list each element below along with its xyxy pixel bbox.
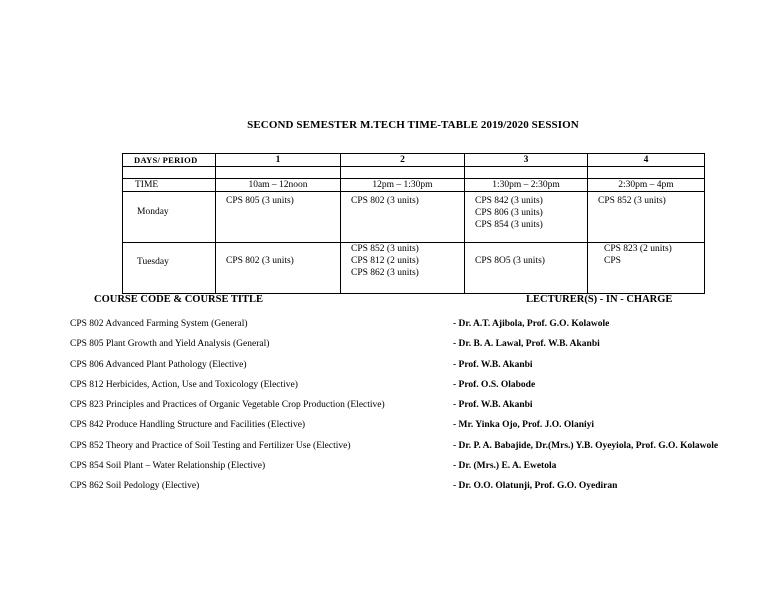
courses-heading: COURSE CODE & COURSE TITLE <box>94 294 264 305</box>
day-tuesday: Tuesday <box>123 243 216 294</box>
course-item: CPS 812 Herbicides, Action, Use and Toxicology (Elective) <box>70 379 298 390</box>
lecturers-heading: LECTURER(S) - IN - CHARGE <box>526 294 673 305</box>
lecturer-item: - Dr. A.T. Ajibola, Prof. G.O. Kolawole <box>453 319 610 329</box>
lecturer-item: - Prof. W.B. Akanbi <box>453 400 533 411</box>
monday-period-3 <box>465 192 588 243</box>
blank-cell <box>341 167 465 179</box>
course-item: CPS 823 Principles and Practices of Organic Vegetable Crop Production (Elective) <box>70 400 385 411</box>
time-period-2: 12pm – 1:30pm <box>341 179 465 192</box>
monday-period-4: CPS 852 (3 units) <box>588 192 705 243</box>
tuesday-row <box>123 243 705 294</box>
course-item: CPS 854 Soil Plant – Water Relationship (Elective) <box>70 461 266 472</box>
lecturer-item: - Prof. O.S. Olabode <box>453 379 536 390</box>
time-period-3: 1:30pm – 2:30pm <box>465 179 588 192</box>
day-monday: Monday <box>123 192 216 243</box>
course-item: CPS 802 Advanced Farming System (General) <box>70 319 248 329</box>
time-label: TIME <box>123 179 216 192</box>
course-item: CPS 806 Advanced Plant Pathology (Elective) <box>70 359 247 370</box>
header-period-2: 2 <box>341 154 465 167</box>
lecturer-item: - Prof. W.B. Akanbi <box>453 359 533 370</box>
lecturer-item: - Dr. O.O. Olatunji, Prof. G.O. Oyediran <box>453 481 618 492</box>
course-entry: CPS 812 (2 units) <box>351 256 419 266</box>
monday-row <box>123 192 705 243</box>
course-entry: CPS 842 (3 units) <box>475 196 543 206</box>
monday-period-2: CPS 802 (3 units) <box>341 192 465 243</box>
page-title: SECOND SEMESTER M.TECH TIME-TABLE 2019/2020 SESSION <box>247 119 579 131</box>
course-entry: CPS 806 (3 units) <box>475 208 543 218</box>
blank-cell <box>123 167 216 179</box>
course-entry: CPS <box>604 256 621 266</box>
course-entry: CPS 862 (3 units) <box>351 268 419 278</box>
header-row <box>123 154 705 167</box>
blank-cell <box>216 167 341 179</box>
tuesday-period-2 <box>341 243 465 294</box>
lecturer-item: - Mr. Yinka Ojo, Prof. J.O. Olaniyi <box>453 420 595 431</box>
tuesday-period-3: CPS 8O5 (3 units) <box>465 243 588 294</box>
course-item: CPS 852 Theory and Practice of Soil Testing and Fertilizer Use (Elective) <box>70 440 351 451</box>
blank-cell <box>588 167 705 179</box>
course-list <box>70 318 385 501</box>
course-item: CPS 805 Plant Growth and Yield Analysis (General) <box>70 339 270 350</box>
lecturer-list <box>453 318 718 501</box>
lecturer-item: - Dr. P. A. Babajide, Dr.(Mrs.) Y.B. Oyeyiola, Prof. G.O. Kolawole <box>453 440 719 451</box>
blank-cell <box>465 167 588 179</box>
header-period-1: 1 <box>216 154 341 167</box>
monday-period-1: CPS 805 (3 units) <box>216 192 341 243</box>
lecturer-item: - Dr. B. A. Lawal, Prof. W.B. Akanbi <box>453 339 600 350</box>
header-period-3: 3 <box>465 154 588 167</box>
header-period-4: 4 <box>588 154 705 167</box>
time-period-1: 10am – 12noon <box>216 179 341 192</box>
course-entry: CPS 852 (3 units) <box>351 244 419 254</box>
tuesday-period-4 <box>588 243 705 294</box>
tuesday-period-1: CPS 802 (3 units) <box>216 243 341 294</box>
course-item: CPS 862 Soil Pedology (Elective) <box>70 481 200 492</box>
timetable <box>122 153 705 294</box>
course-item: CPS 842 Produce Handling Structure and Facilities (Elective) <box>70 420 306 431</box>
time-period-4: 2:30pm – 4pm <box>588 179 705 192</box>
course-entry: CPS 823 (2 units) <box>604 244 672 254</box>
course-entry: CPS 854 (3 units) <box>475 220 543 230</box>
header-days-period: DAYS/ PERIOD <box>123 154 216 167</box>
blank-row <box>123 167 705 179</box>
time-row <box>123 179 705 192</box>
lecturer-item: - Dr. (Mrs.) E. A. Ewetola <box>453 461 557 472</box>
